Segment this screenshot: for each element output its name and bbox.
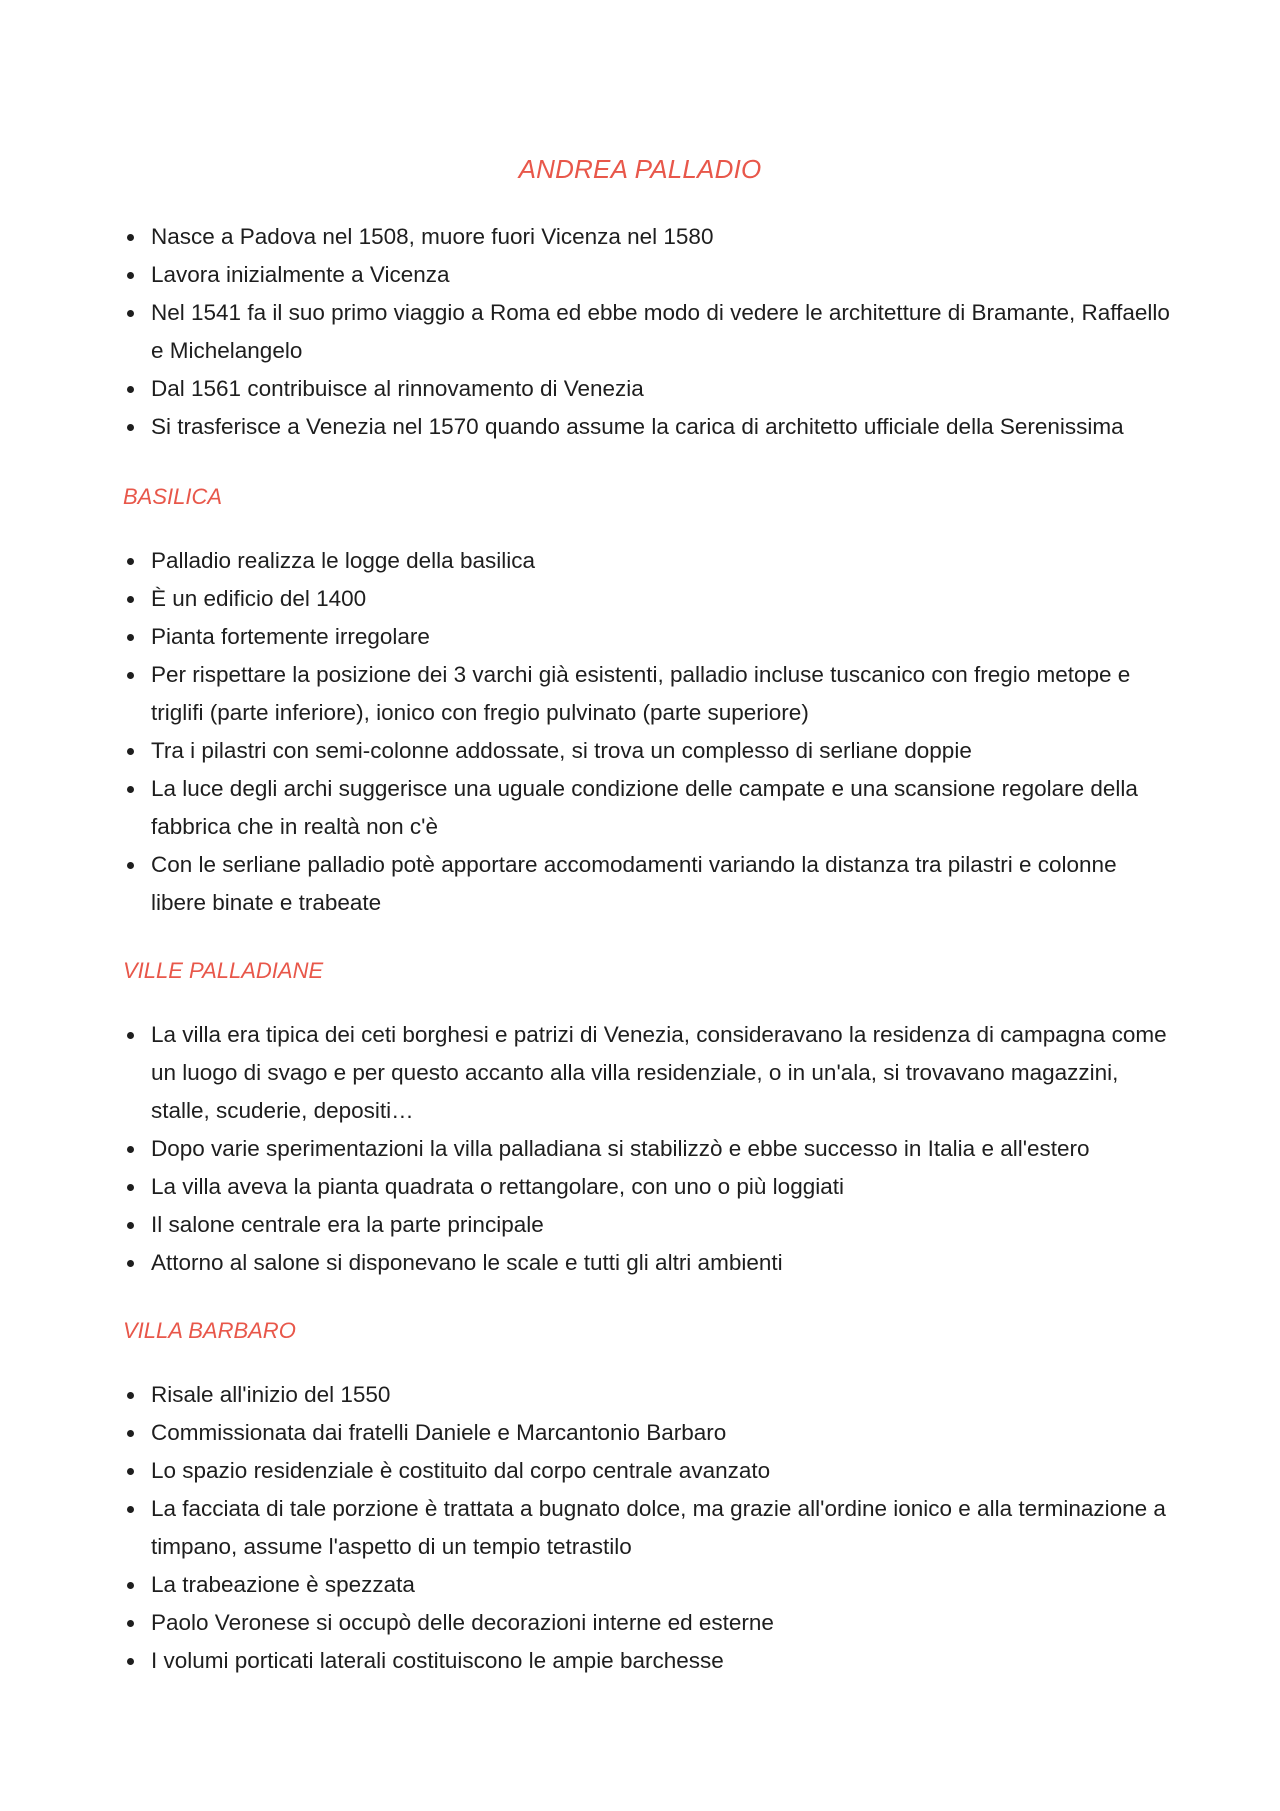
list-item: La villa aveva la pianta quadrata o rettangolare, con uno o più loggiati — [123, 1168, 1173, 1206]
list-item: Dopo varie sperimentazioni la villa palladiana si stabilizzò e ebbe successo in Italia e all'estero — [123, 1130, 1173, 1168]
list-item: Dal 1561 contribuisce al rinnovamento di Venezia — [123, 370, 1173, 408]
list-item: Nel 1541 fa il suo primo viaggio a Roma ed ebbe modo di vedere le architetture di Bramante, Raffaello e Michelangelo — [123, 294, 1173, 370]
list-item: La luce degli archi suggerisce una uguale condizione delle campate e una scansione regolare della fabbrica che in realtà non c'è — [123, 770, 1173, 846]
list-item: Il salone centrale era la parte principale — [123, 1206, 1173, 1244]
list-item: Per rispettare la posizione dei 3 varchi già esistenti, palladio incluse tuscanico con fregio metope e triglifi (parte inferiore), ionico con fregio pulvinato (parte superiore) — [123, 656, 1173, 732]
list-item: Nasce a Padova nel 1508, muore fuori Vicenza nel 1580 — [123, 218, 1173, 256]
basilica-list — [123, 542, 1173, 922]
list-item: Attorno al salone si disponevano le scale e tutti gli altri ambienti — [123, 1244, 1173, 1282]
section-heading-basilica: BASILICA — [123, 484, 223, 509]
list-item: Lavora inizialmente a Vicenza — [123, 256, 1173, 294]
list-item: La villa era tipica dei ceti borghesi e patrizi di Venezia, consideravano la residenza di campagna come un luogo di svago e per questo accanto alla villa residenziale, o in un'ala, si trovavano magazzini, stalle, scuderie, depositi… — [123, 1016, 1173, 1130]
ville-list — [123, 1016, 1173, 1282]
page-title: ANDREA PALLADIO — [518, 154, 762, 184]
list-item: Paolo Veronese si occupò delle decorazioni interne ed esterne — [123, 1604, 1173, 1642]
barbaro-list — [123, 1376, 1173, 1680]
section-heading-ville-palladiane: VILLE PALLADIANE — [123, 958, 324, 983]
list-item: La trabeazione è spezzata — [123, 1566, 1173, 1604]
list-item: Lo spazio residenziale è costituito dal corpo centrale avanzato — [123, 1452, 1173, 1490]
list-item: Pianta fortemente irregolare — [123, 618, 1173, 656]
list-item: La facciata di tale porzione è trattata a bugnato dolce, ma grazie all'ordine ionico e alla terminazione a timpano, assume l'aspetto di un tempio tetrastilo — [123, 1490, 1173, 1566]
list-item: Palladio realizza le logge della basilica — [123, 542, 1173, 580]
list-item: I volumi porticati laterali costituiscono le ampie barchesse — [123, 1642, 1173, 1680]
intro-list — [123, 218, 1173, 446]
list-item: Si trasferisce a Venezia nel 1570 quando assume la carica di architetto ufficiale della Serenissima — [123, 408, 1173, 446]
list-item: Con le serliane palladio potè apportare accomodamenti variando la distanza tra pilastri e colonne libere binate e trabeate — [123, 846, 1173, 922]
list-item: Commissionata dai fratelli Daniele e Marcantonio Barbaro — [123, 1414, 1173, 1452]
list-item: Tra i pilastri con semi-colonne addossate, si trova un complesso di serliane doppie — [123, 732, 1173, 770]
list-item: È un edificio del 1400 — [123, 580, 1173, 618]
list-item: Risale all'inizio del 1550 — [123, 1376, 1173, 1414]
section-heading-villa-barbaro: VILLA BARBARO — [123, 1318, 296, 1343]
